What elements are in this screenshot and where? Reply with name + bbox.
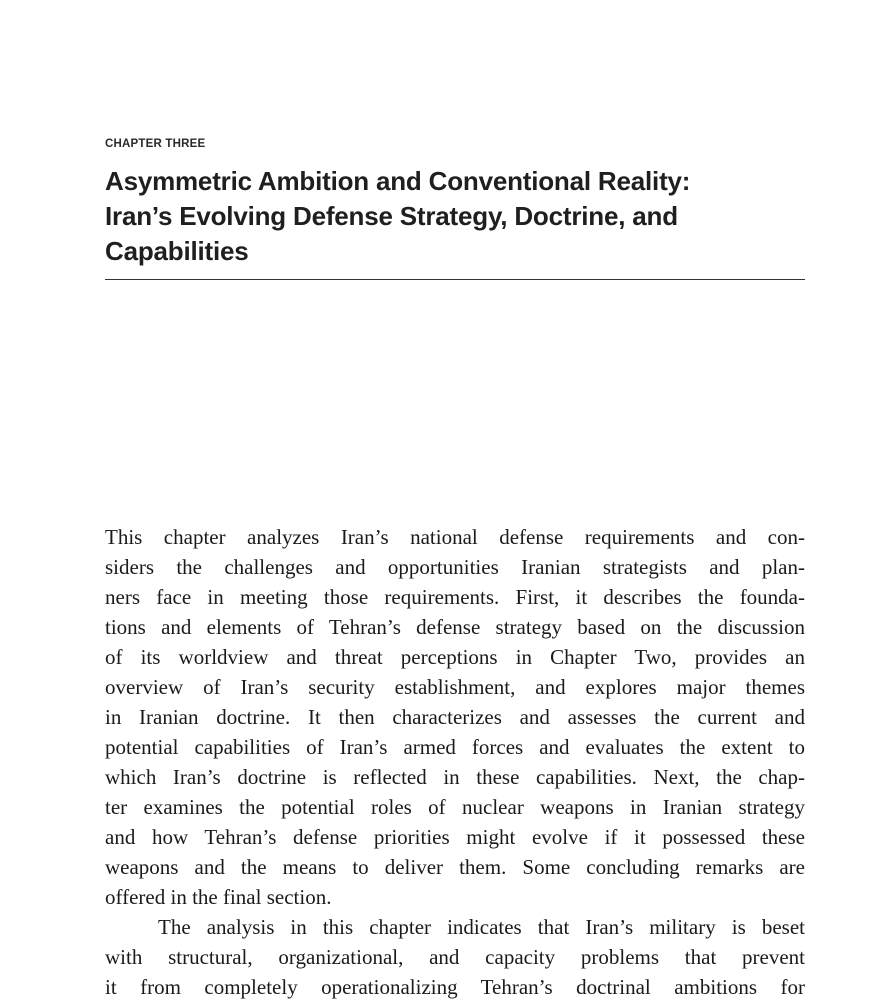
text-line: siders the challenges and opportunities Iranian strategists and plan-: [105, 555, 805, 579]
text-line: potential capabilities of Iran’s armed forces and evaluates the extent to: [105, 735, 805, 759]
text-line: weapons and the means to deliver them. Some concluding remarks are: [105, 855, 805, 879]
text-line: tions and elements of Tehran’s defense strategy based on the discussion: [105, 615, 805, 639]
text-line: and how Tehran’s defense priorities might evolve if it possessed these: [105, 825, 805, 849]
text-line: in Iranian doctrine. It then characterizes and assesses the current and: [105, 705, 805, 729]
text-line: it from completely operationalizing Tehran’s doctrinal ambitions for: [105, 975, 805, 999]
text-line: offered in the final section.: [105, 885, 332, 909]
chapter-title-line: Iran’s Evolving Defense Strategy, Doctrine, and: [105, 201, 678, 231]
chapter-title: [105, 164, 815, 269]
text-line: ners face in meeting those requirements. First, it describes the founda-: [105, 585, 805, 609]
text-line: The analysis in this chapter indicates that Iran’s military is beset: [158, 915, 805, 939]
text-line: This chapter analyzes Iran’s national defense requirements and con-: [105, 525, 805, 549]
title-divider: [105, 279, 805, 280]
text-line: which Iran’s doctrine is reflected in these capabilities. Next, the chap-: [105, 765, 805, 789]
chapter-title-line: Capabilities: [105, 236, 249, 266]
chapter-label: CHAPTER THREE: [105, 138, 206, 150]
body-text: [105, 522, 805, 1000]
chapter-title-line: Asymmetric Ambition and Conventional Reality:: [105, 166, 691, 196]
text-line: with structural, organizational, and capacity problems that prevent: [105, 945, 805, 969]
paragraph-1: [105, 522, 805, 912]
text-line: ter examines the potential roles of nuclear weapons in Iranian strategy: [105, 795, 805, 819]
text-line: overview of Iran’s security establishment, and explores major themes: [105, 675, 805, 699]
text-line: of its worldview and threat perceptions in Chapter Two, provides an: [105, 645, 805, 669]
paragraph-2: [105, 912, 805, 1000]
